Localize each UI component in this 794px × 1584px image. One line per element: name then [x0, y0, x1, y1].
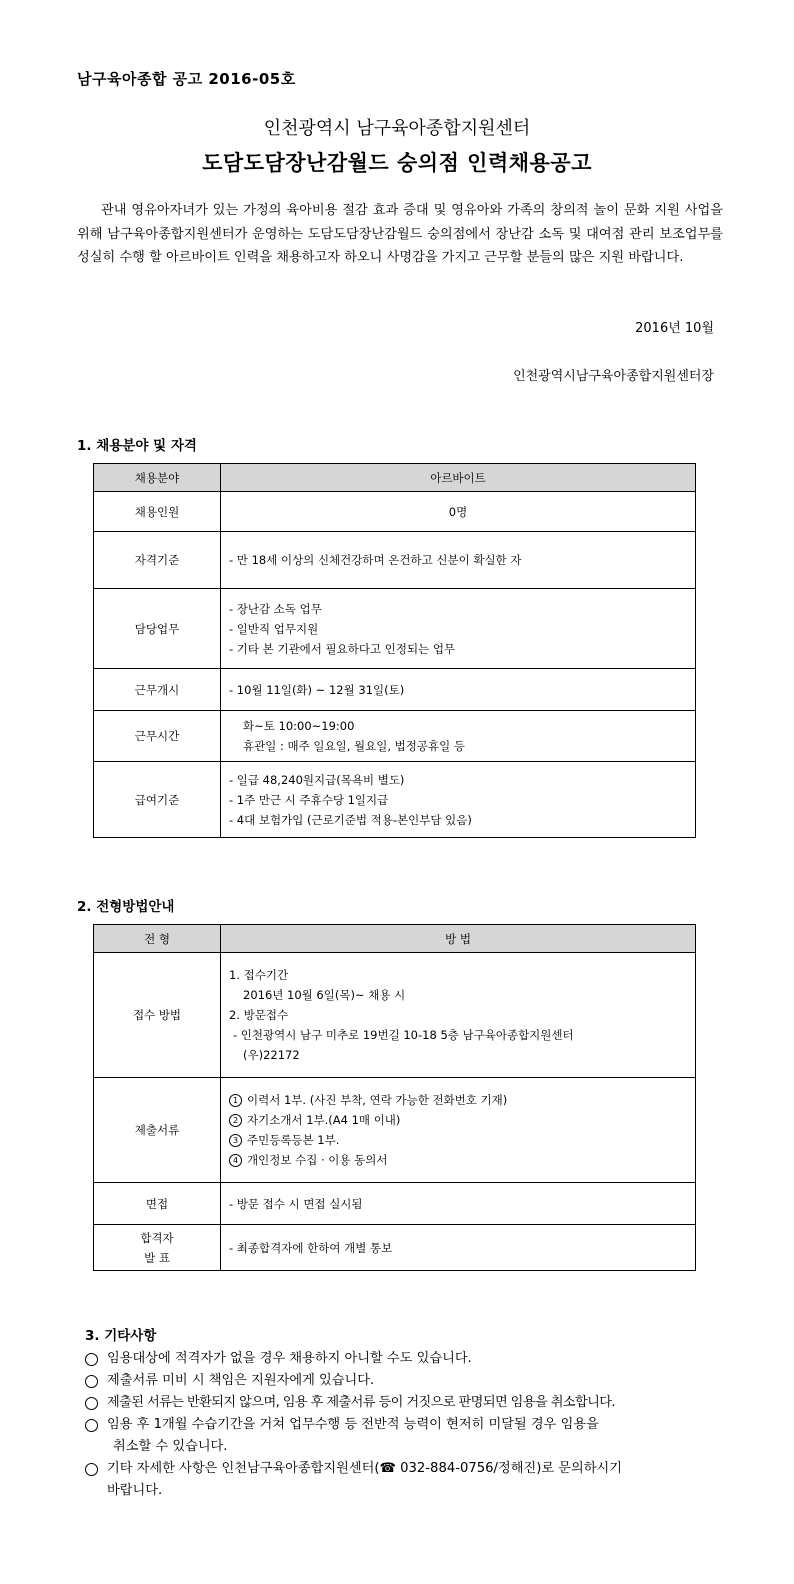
header-cell: 채용분야	[94, 464, 221, 492]
notice-number: 남구육아종합 공고 2016-05호	[77, 70, 296, 88]
intro-text: 관내 영유아자녀가 있는 가정의 육아비용 절감 효과 증대 및 영유아와 가족의 창의적 놀이 문화 지원 사업을 위해 남구육아종합지원센터가 운영하는 도담도담장난감월드 숭의점에서 장난감 소독 및 대여점 관리 보조업무를 성실히 수행 할 아르바이트 인력을 채용하고자 하오니 사명감을 가지고 근무할 분들의 많은 지원 바랍니다.	[77, 203, 723, 266]
row-label: 급여기준	[94, 762, 221, 838]
circled-number-icon: 1	[229, 1094, 242, 1107]
content-line: - 만 18세 이상의 신체건강하며 온건하고 신분이 확실한 자	[229, 553, 522, 567]
section3-heading: 3. 기타사항	[85, 1328, 157, 1344]
circled-number-icon: 2	[229, 1114, 242, 1127]
content-line: - 4대 보험가입 (근로기준법 적용-본인부담 있음)	[229, 812, 472, 827]
recruitment-table	[93, 463, 696, 838]
content-line: - 1주 만근 시 주휴수당 1일지급	[229, 792, 389, 807]
headcount-value: 0명	[221, 492, 696, 532]
row-content	[221, 669, 696, 711]
row-label: 자격기준	[94, 532, 221, 589]
header-cell: 전 형	[94, 925, 221, 953]
document-item	[229, 1130, 695, 1150]
list-item	[85, 1392, 735, 1414]
document-item	[229, 1110, 695, 1130]
circle-bullet-icon	[85, 1463, 98, 1476]
row-content	[221, 1183, 696, 1225]
circled-number-icon: 4	[229, 1154, 242, 1167]
document-item	[229, 1090, 695, 1110]
circle-bullet-icon	[85, 1353, 98, 1366]
list-item-text: 제출된 서류는 반환되지 않으며, 임용 후 제출서류 등이 거짓으로 판명되면 임용을 취소합니다.	[107, 1395, 615, 1410]
table-row	[94, 589, 696, 669]
content-line: 휴관일 : 매주 일요일, 월요일, 법정공휴일 등	[243, 739, 465, 753]
row-label: 채용인원	[94, 492, 221, 532]
row-label	[94, 1225, 221, 1271]
content-line: 2. 방문접수	[229, 1008, 289, 1022]
row-label: 근무시간	[94, 711, 221, 762]
list-item	[85, 1414, 735, 1458]
selection-table	[93, 924, 696, 1271]
row-content	[221, 532, 696, 589]
table-row	[94, 532, 696, 589]
content-line: 화~토 10:00~19:00	[243, 719, 355, 733]
label-line: 발 표	[144, 1250, 170, 1265]
notice-date: 2016년 10월	[635, 321, 714, 336]
row-content	[221, 589, 696, 669]
document-text: 이력서 1부. (사진 부착, 연락 가능한 전화번호 기재)	[247, 1093, 508, 1107]
issuer-name: 인천광역시남구육아종합지원센터장	[513, 369, 714, 384]
table-row	[94, 669, 696, 711]
content-line: (우)22172	[243, 1048, 300, 1062]
list-item-text-cont: 바랍니다.	[107, 1483, 163, 1498]
list-item-text: 제출서류 미비 시 책임은 지원자에게 있습니다.	[107, 1373, 375, 1388]
row-content	[221, 711, 696, 762]
row-content	[221, 1078, 696, 1183]
content-line: - 10월 11일(화) ~ 12월 31일(토)	[229, 682, 405, 697]
table-header-row	[94, 464, 696, 492]
list-item-text: 임용대상에 적격자가 없을 경우 채용하지 아니할 수도 있습니다.	[107, 1351, 472, 1366]
list-item-text: 임용 후 1개월 수습기간을 거쳐 업무수행 등 전반적 능력이 현저히 미달될 경우 임용을	[107, 1417, 599, 1432]
circle-bullet-icon	[85, 1375, 98, 1388]
content-line: - 장난감 소독 업무	[229, 601, 322, 616]
page-title: 도담도담장난감월드 숭의점 인력채용공고	[202, 151, 592, 175]
table-row	[94, 492, 696, 532]
table-header-row	[94, 925, 696, 953]
content-line: - 인천광역시 남구 미추로 19번길 10-18 5층 남구육아종합지원센터	[233, 1028, 574, 1042]
row-content	[221, 1225, 696, 1271]
row-label: 제출서류	[94, 1078, 221, 1183]
content-line: 2016년 10월 6일(목)~ 채용 시	[243, 988, 406, 1002]
row-label: 근무개시	[94, 669, 221, 711]
document-text: 개인정보 수집 · 이용 동의서	[247, 1153, 388, 1167]
row-content	[221, 762, 696, 838]
list-item-text-cont: 취소할 수 있습니다.	[113, 1439, 228, 1454]
circle-bullet-icon	[85, 1419, 98, 1432]
content-line: 1. 접수기간	[229, 968, 289, 982]
content-line: - 일반직 업무지원	[229, 621, 319, 636]
table-row	[94, 1183, 696, 1225]
section2-heading: 2. 전형방법안내	[77, 899, 175, 915]
table-row	[94, 1225, 696, 1271]
document-text: 자기소개서 1부.(A4 1매 이내)	[247, 1113, 401, 1127]
row-label: 담당업무	[94, 589, 221, 669]
circle-bullet-icon	[85, 1397, 98, 1410]
document-text: 주민등록등본 1부.	[247, 1133, 340, 1147]
content-line: - 방문 접수 시 면접 실시됨	[229, 1196, 363, 1211]
list-item	[85, 1458, 735, 1502]
content-line: - 최종합격자에 한하여 개별 통보	[229, 1240, 393, 1255]
row-label: 접수 방법	[94, 953, 221, 1078]
header-cell: 아르바이트	[221, 464, 696, 492]
row-label: 면접	[94, 1183, 221, 1225]
table-row	[94, 953, 696, 1078]
intro-paragraph	[77, 199, 723, 270]
list-item	[85, 1370, 735, 1392]
table-row	[94, 1078, 696, 1183]
table-row	[94, 711, 696, 762]
content-line: - 기타 본 기관에서 필요하다고 인정되는 업무	[229, 641, 456, 656]
section3	[85, 1324, 735, 1502]
section1-heading: 1. 채용분야 및 자격	[77, 438, 197, 454]
label-line: 합격자	[140, 1230, 174, 1245]
list-item	[85, 1348, 735, 1370]
circled-number-icon: 3	[229, 1134, 242, 1147]
table-row	[94, 762, 696, 838]
list-item-text: 기타 자세한 사항은 인천남구육아종합지원센터(☎ 032-884-0756/정해진)로 문의하시기	[107, 1461, 622, 1476]
header-cell: 방 법	[221, 925, 696, 953]
row-content	[221, 953, 696, 1078]
content-line: - 일급 48,240원지급(목욕비 별도)	[229, 772, 405, 787]
organization-title: 인천광역시 남구육아종합지원센터	[263, 118, 531, 139]
document-item	[229, 1150, 695, 1170]
